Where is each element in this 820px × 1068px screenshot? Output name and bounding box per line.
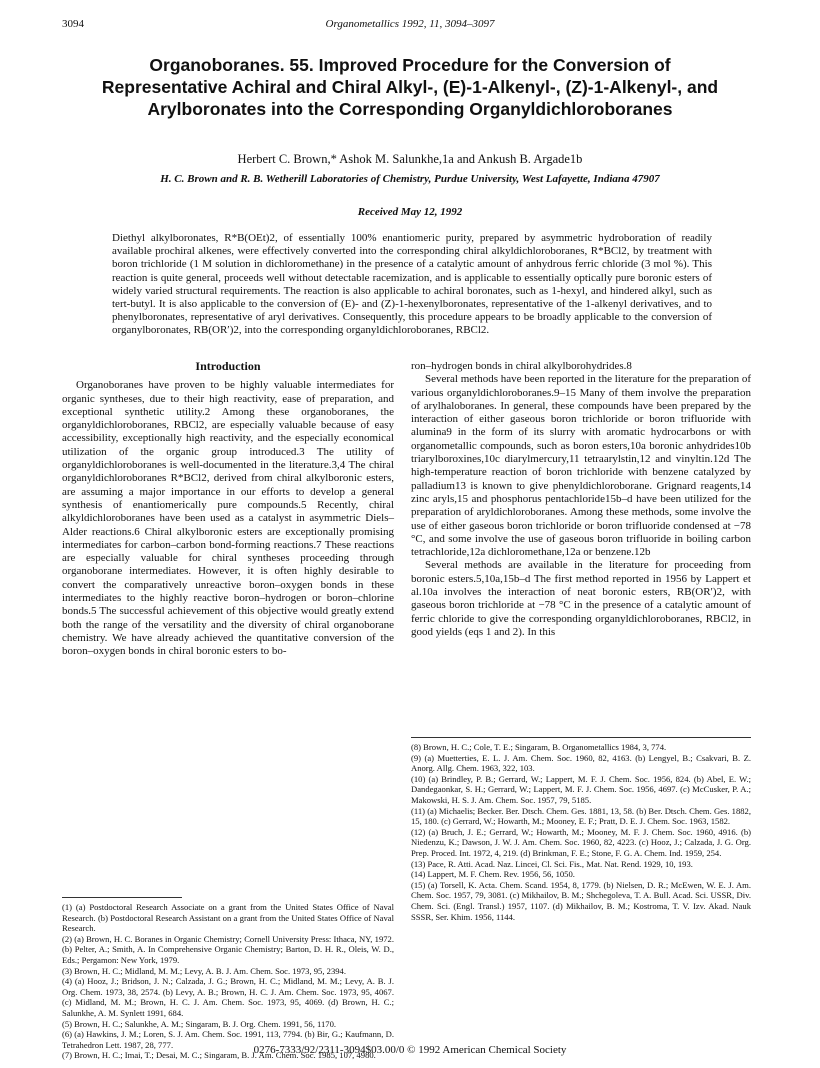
intro-paragraph: ron–hydrogen bonds in chiral alkylborohydrides.8 xyxy=(411,360,632,372)
right-column xyxy=(411,360,751,639)
footnote-rule xyxy=(411,737,751,738)
copyright-line: 0276-7333/92/2311-3094$03.00/0 © 1992 American Chemical Society xyxy=(253,1044,567,1056)
article-title: Organoboranes. 55. Improved Procedure for the Conversion of Representative Achiral and Chiral Alkyl-, (E)-1-Alkenyl-, (Z)-1-Alkenyl-, and Arylboronates into the Corresponding Organyldichloroboranes xyxy=(101,55,719,119)
intro-paragraph: Several methods have been reported in the literature for the preparation of various organyldichloroboranes.9–15 Many of them involve the preparation of arylhaloboranes. In general, these compounds have been prepared by the interaction of either gaseous boron trichloride or boron trifluoride with alumina9 in the form of its slurry with aromatic hydrocarbons or with organometallic compounds, such as boron esters,10a boronic anhydrides10b triarylboroxines,10c diarylmercury,11 tetraarylstin,12 and vinyltin.12d The high-temperature reaction of boron trichloride with benzene catalyzed by palladium13 is known to give phenyldichloroborane. Grignard reagents,14 zinc aryls,15 and phosphorus pentachloride15b–d have been utilized for the preparation of aryldichloroboranes. Among these methods, some involve the use of either gaseous boron trichloride or boron trifluoride condensed at −78 °C, and some involve the use of gaseous boron trifluoride in boiling carbon tetrachloride,12a dichloromethane,12a or benzene.12b xyxy=(411,373,751,559)
footnote: (2) (a) Brown, H. C. Boranes in Organic Chemistry; Cornell University Press: Ithaca, NY, 1972. (b) Pelter, A.; Smith, A. In Comprehensive Organic Chemistry; Barton, D. H. R., Oleis, W. D., Eds.; Pergamon: New York, 1979. xyxy=(62,933,394,965)
affiliation: H. C. Brown and R. B. Wetherill Laboratories of Chemistry, Purdue University, West Lafayette, Indiana 47907 xyxy=(160,173,660,185)
footnote: (10) (a) Brindley, P. B.; Gerrard, W.; Lappert, M. F. J. Chem. Soc. 1956, 824. (b) Abel, E. W.; Dandegaonkar, S. H.; Gerrard, W.; Lappert, M. F. J. Chem. Soc. 1956, 4697. (c) McCusker, P. A.; Makowski, H. S. J. Am. Chem. Soc. 1957, 79, 5185. xyxy=(411,773,751,805)
footnote-rule xyxy=(62,897,182,898)
footnote: (3) Brown, H. C.; Midland, M. M.; Levy, A. B. J. Am. Chem. Soc. 1973, 95, 2394. xyxy=(62,965,346,976)
author-list: Herbert C. Brown,* Ashok M. Salunkhe,1a and Ankush B. Argade1b xyxy=(237,152,583,166)
left-column xyxy=(62,360,394,659)
footnotes-left xyxy=(62,902,394,1061)
footnote: (7) Brown, H. C.; Imai, T.; Desai, M. C.; Singaram, B. J. Am. Chem. Soc. 1985, 107, 4980. xyxy=(62,1050,376,1061)
section-heading-introduction: Introduction xyxy=(195,359,261,373)
footnote: (11) (a) Michaelis; Becker. Ber. Dtsch. Chem. Ges. 1881, 13, 58. (b) Ber. Dtsch. Chem. Ges. 1882, 15, 180. (c) Gerrard, W.; Howarth, M.; Mooney, E. F.; Pratt, D. E. J. Chem. Soc. 1963, 1582. xyxy=(411,805,751,827)
running-head xyxy=(62,18,758,34)
journal-citation: Organometallics 1992, 11, 3094–3097 xyxy=(325,18,495,30)
intro-paragraph: Several methods are available in the literature for proceeding from boronic esters.5,10a,15b–d The first method reported in 1956 by Lappert et al.10a involves the interaction of neat boronic esters, RB(OR′)2, with gaseous boron trichloride at −78 °C in the presence of a catalytic amount of ferric chloride to give the corresponding organyldichloroboranes, RBCl2, in good yields (eqs 1 and 2). In this xyxy=(411,559,751,638)
footnote: (14) Lappert, M. F. Chem. Rev. 1956, 56, 1050. xyxy=(411,869,575,880)
received-date: Received May 12, 1992 xyxy=(357,206,463,218)
footnote: (15) (a) Torsell, K. Acta. Chem. Scand. 1954, 8, 1779. (b) Nielsen, D. R.; McEwen, W. E. J. Am. Chem. Soc. 1957, 79, 3081. (c) Mikhailov, B. M.; Shchegoleva, T. A. Bull. Acad. Sci. USSR, Div. Chem. Sci. (Engl. Transl.) 1957, 1107. (d) Mikhailov, B. M.; Kostroma, T. V. Izv. Akad. Nauk SSSR, Ser. Khim. 1956, 1144. xyxy=(411,879,751,922)
footnote: (6) (a) Hawkins, J. M.; Loren, S. J. Am. Chem. Soc. 1991, 113, 7794. (b) Bir, G.; Kaufmann, D. Tetrahedron Lett. 1987, 28, 777. xyxy=(62,1029,394,1050)
footnote: (12) (a) Bruch, J. E.; Gerrard, W.; Howarth, M.; Mooney, M. F. J. Chem. Soc. 1960, 4916. (b) Niedenzu, K.; Dawson, J. W. J. Am. Chem. Soc. 1960, 82, 4223. (c) Hooz, J.; Calzada, J. G. Org. Prep. Proced. Int. 1972, 4, 219. (d) Brinkman, F. E.; Stone, F. G. A. Chem. Ind. 1959, 254. xyxy=(411,826,751,858)
footnote: (1) (a) Postdoctoral Research Associate on a grant from the United States Office of Naval Research. (b) Postdoctoral Research Assistant on a grant from the United States Office of Naval Research. xyxy=(62,902,394,934)
footnote: (9) (a) Muetterties, E. L. J. Am. Chem. Soc. 1960, 82, 4163. (b) Lengyel, B.; Csakvari, B. Z. Anorg. Allg. Chem. 1963, 322, 103. xyxy=(411,752,751,774)
intro-paragraph: Organoboranes have proven to be highly valuable intermediates for organic syntheses, due to their high reactivity, ease of preparation, and exceptional synthetic utility.2 Among these organoboranes, the organyldichloroboranes, RBCl2, are especially valuable because of easy accessibility, exceptionally high reactivity, and the especially economical utilization of the organic group introduced.3 The utility of organyldichloroboranes is well-documented in the literature.3,4 The chiral organyldichloroboranes R*BCl2, derived from chiral alkylboronic esters, are assuming a major importance in our efforts to develop a general synthesis of enantiomerically pure compounds.5 Recently, chiral alkyldichloroboranes have been used as a catalyst in asymmetric Diels–Alder reactions.6 Chiral alkylboronic esters are exceptionally promising intermediates for carbon–carbon bond-forming reactions.7 These reactions are especially valuable for chiral syntheses proceeding through organoborane intermediates. However, it is often highly desirable to convert the comparatively unreactive boron–oxygen bonds in these intermediates to the highly reactive boron–hydrogen or boron–chlorine bonds.5 The successful achievement of this objective would greatly extend both the range of the versatility and the diversity of chiral organoborane chemistry. We have already achieved the quantitative conversion of the boron–oxygen bonds in chiral boronic esters to bo- xyxy=(62,379,394,658)
footnote: (13) Pace, R. Atti. Acad. Naz. Lincei, Cl. Sci. Fis., Mat. Nat. Rend. 1929, 10, 193. xyxy=(411,858,693,869)
footnote: (8) Brown, H. C.; Cole, T. E.; Singaram, B. Organometallics 1984, 3, 774. xyxy=(411,742,667,752)
page-number: 3094 xyxy=(62,18,84,30)
footnote: (5) Brown, H. C.; Salunkhe, A. M.; Singaram, B. J. Org. Chem. 1991, 56, 1170. xyxy=(62,1018,337,1029)
footnote: (4) (a) Hooz, J.; Bridson, J. N.; Calzada, J. G.; Brown, H. C.; Midland, M. M.; Levy, A. B. J. Org. Chem. 1973, 38, 2574. (b) Levy, A. B.; Brown, H. C. J. Am. Chem. Soc. 1973, 95, 4067. (c) Midland, M. M.; Brown, H. C. J. Am. Chem. Soc. 1973, 95, 4069. (d) Brown, H. C.; Salunkhe, A. M. Synlett 1991, 684. xyxy=(62,976,394,1018)
abstract: Diethyl alkylboronates, R*B(OEt)2, of essentially 100% enantiomeric purity, prepared by asymmetric hydroboration of readily available prochiral alkenes, were effectively converted into the corresponding chiral alkyldichloroboranes, R*BCl2, by treatment with boron trichloride (1 M solution in dichloromethane) in the presence of a catalytic amount of anhydrous ferric chloride (3 mol %). This reaction is quite general, proceeds well without detectable racemization, and is applicable to essentially optically pure boronic esters of widely varied structural requirements. The reaction is also applicable to achiral boronates, such as 1-hexyl, and hindered alkyl, such as tert-butyl. It is also applicable to the conversion of (E)- and (Z)-1-hexenylboronates, representative of the 1-alkenyl derivatives, and to phenylboronates, representative of aryl derivatives. Consequently, this procedure appears to be broadly applicable to the conversion of organylboronates, RB(OR′)2, into the corresponding organyldichloroboranes, RBCl2. xyxy=(112,232,712,337)
footnotes-right xyxy=(411,742,751,922)
